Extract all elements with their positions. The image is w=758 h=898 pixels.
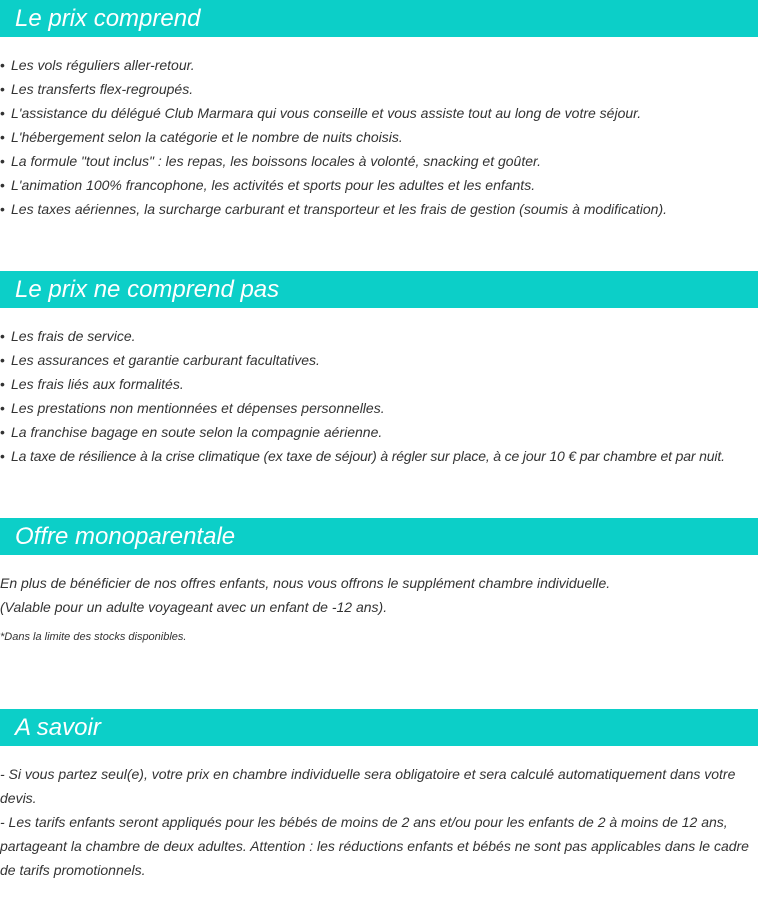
bullet-icon: • xyxy=(0,177,5,193)
bullet-icon: • xyxy=(0,424,5,440)
list-item: • La formule "tout inclus" : les repas, les boissons locales à volonté, snacking et goûter. xyxy=(0,149,758,173)
bullet-icon: • xyxy=(0,352,5,368)
list-item: • La taxe de résilience à la crise climatique (ex taxe de séjour) à régler sur place, à ce jour 10 € par chambre et par nuit. xyxy=(0,444,758,468)
bullet-icon: • xyxy=(0,81,5,97)
list-item: • Les assurances et garantie carburant facultatives. xyxy=(0,348,758,372)
section-title: Offre monoparentale xyxy=(0,518,758,555)
list-item: • Les transferts flex-regroupés. xyxy=(0,77,758,101)
bullet-icon: • xyxy=(0,129,5,145)
offer-line: (Valable pour un adulte voyageant avec un enfant de -12 ans). xyxy=(0,599,388,615)
excluded-list xyxy=(0,324,758,468)
section-offre-monoparentale xyxy=(0,518,758,645)
offer-line: En plus de bénéficier de nos offres enfants, nous vous offrons le supplément chambre individuelle. xyxy=(0,575,611,591)
bullet-icon: • xyxy=(0,57,5,73)
list-item: • Les frais de service. xyxy=(0,324,758,348)
bullet-icon: • xyxy=(0,105,5,121)
list-item: • L'hébergement selon la catégorie et le nombre de nuits choisis. xyxy=(0,125,758,149)
section-prix-comprend xyxy=(0,0,758,221)
a-savoir-paragraph: - Si vous partez seul(e), votre prix en chambre individuelle sera obligatoire et sera calculé automatiquement dans votre devis. xyxy=(0,766,736,806)
list-item: • Les vols réguliers aller-retour. xyxy=(0,53,758,77)
section-title: Le prix ne comprend pas xyxy=(0,271,758,308)
bullet-icon: • xyxy=(0,400,5,416)
section-a-savoir xyxy=(0,709,758,882)
list-item: • Les frais liés aux formalités. xyxy=(0,372,758,396)
offer-footnote: *Dans la limite des stocks disponibles. xyxy=(0,631,187,643)
a-savoir-paragraph: - Les tarifs enfants seront appliqués pour les bébés de moins de 2 ans et/ou pour les enfants de 2 à moins de 12 ans, partageant la chambre de deux adultes. Attention : les réductions enfants et bébés ne sont pas applicables dans le cadre de tarifs promotionnels. xyxy=(0,814,749,878)
section-prix-ne-comprend-pas xyxy=(0,271,758,468)
bullet-icon: • xyxy=(0,328,5,344)
bullet-icon: • xyxy=(0,376,5,392)
list-item: • Les taxes aériennes, la surcharge carburant et transporteur et les frais de gestion (soumis à modification). xyxy=(0,197,758,221)
list-item: • L'assistance du délégué Club Marmara qui vous conseille et vous assiste tout au long de votre séjour. xyxy=(0,101,758,125)
included-list xyxy=(0,53,758,221)
offer-text xyxy=(0,571,758,619)
section-title: A savoir xyxy=(0,709,758,746)
bullet-icon: • xyxy=(0,448,5,464)
section-title: Le prix comprend xyxy=(0,0,758,37)
a-savoir-text xyxy=(0,762,758,882)
list-item: • La franchise bagage en soute selon la compagnie aérienne. xyxy=(0,420,758,444)
list-item: • L'animation 100% francophone, les activités et sports pour les adultes et les enfants. xyxy=(0,173,758,197)
list-item: • Les prestations non mentionnées et dépenses personnelles. xyxy=(0,396,758,420)
bullet-icon: • xyxy=(0,153,5,169)
bullet-icon: • xyxy=(0,201,5,217)
